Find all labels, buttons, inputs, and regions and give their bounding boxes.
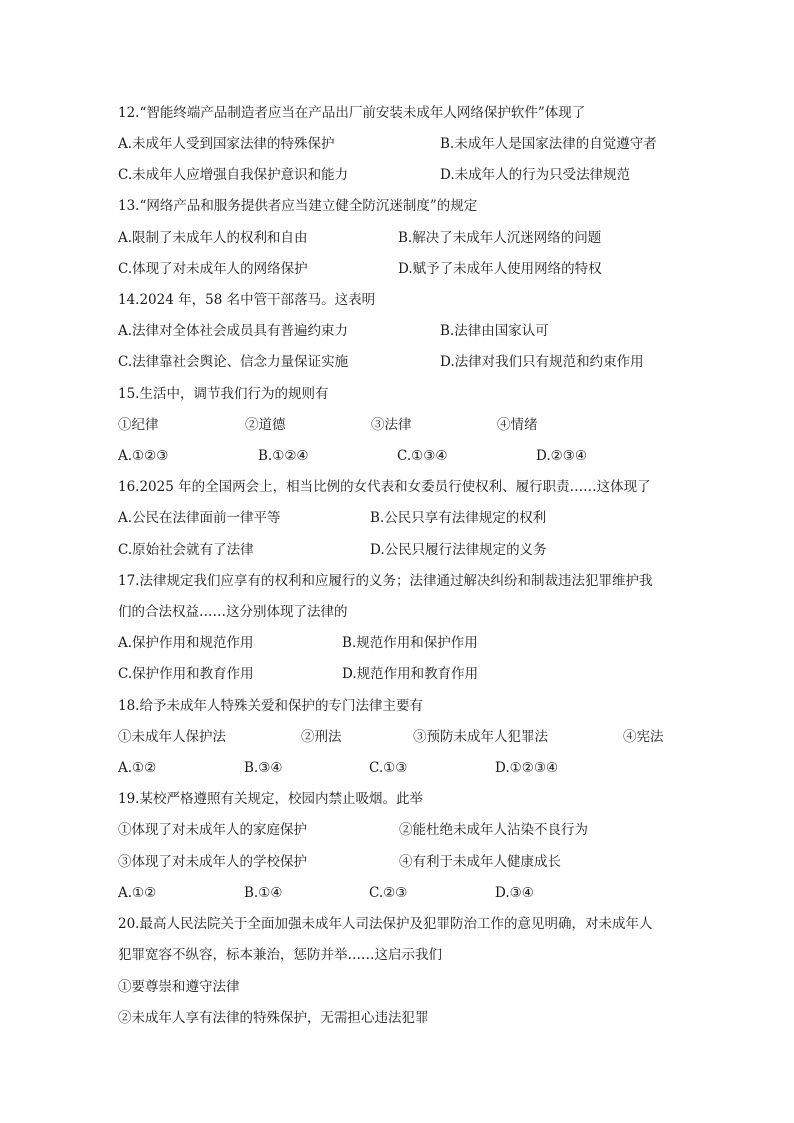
question-15-option-d: D.②③④ [536,448,587,464]
question-17-stem-line-1: 17.法律规定我们应享有的权利和应履行的义务；法律通过解决纠纷和制裁违法犯罪维护我 [118,573,653,589]
question-13-option-b: B.解决了未成年人沉迷网络的问题 [398,230,602,246]
question-16-stem: 16.2025 年的全国两会上，相当比例的女代表和女委员行使权利、履行职责……这体现了 [118,479,651,495]
question-14-option-a: A.法律对全体社会成员具有普遍约束力 [118,323,349,339]
question-17-option-a: A.保护作用和规范作用 [118,635,254,651]
question-14-option-c: C.法律靠社会舆论、信念力量保证实施 [118,354,349,370]
question-17-option-d: D.规范作用和教育作用 [342,666,479,682]
question-19-stem: 19.某校严格遵照有关规定，校园内禁止吸烟。此举 [118,791,423,807]
question-19-item-3: ③体现了对未成年人的学校保护 [118,854,307,870]
question-18-stem: 18.给予未成年人特殊关爱和保护的专门法律主要有 [118,698,423,714]
question-18-item-1: ①未成年人保护法 [118,729,226,745]
question-18-option-c: C.①③ [369,760,408,776]
question-19-item-2: ②能杜绝未成年人沾染不良行为 [399,822,588,838]
question-13-stem: 13.“网络产品和服务提供者应当建立健全防沉迷制度”的规定 [118,198,478,214]
question-19-option-c: C.②③ [369,885,408,901]
question-12-option-d: D.未成年人的行为只受法律规范 [440,167,631,183]
question-17-stem-line-2: 们的合法权益……这分别体现了法律的 [118,604,348,620]
question-15-item-2: ②道德 [245,417,286,433]
question-19-option-b: B.①④ [244,885,283,901]
question-19-option-d: D.③④ [495,885,534,901]
question-18-item-2: ②刑法 [301,729,342,745]
question-13-option-c: C.体现了对未成年人的网络保护 [118,261,308,277]
question-19-item-4: ④有利于未成年人健康成长 [399,854,561,870]
question-15-option-a: A.①②③ [118,448,169,464]
question-12-option-a: A.未成年人受到国家法律的特殊保护 [118,136,335,152]
question-12-stem: 12.“智能终端产品制造者应当在产品出厂前安装未成年人网络保护软件”体现了 [118,105,586,121]
question-17-option-b: B.规范作用和保护作用 [342,635,478,651]
question-15-option-c: C.①③④ [397,448,448,464]
question-16-option-d: D.公民只履行法律规定的义务 [370,542,547,558]
question-15-item-4: ④情绪 [497,417,538,433]
question-12-option-c: C.未成年人应增强自我保护意识和能力 [118,167,349,183]
question-13-option-a: A.限制了未成年人的权利和自由 [118,230,308,246]
question-18-item-4: ④宪法 [623,729,664,745]
question-14-option-d: D.法律对我们只有规范和约束作用 [440,354,644,370]
question-15-option-b: B.①②④ [258,448,309,464]
question-20-stem-line-1: 20.最高人民法院关于全面加强未成年人司法保护及犯罪防治工作的意见明确，对未成年人 [118,916,653,932]
question-18-option-d: D.①②③④ [495,760,559,776]
question-17-option-c: C.保护作用和教育作用 [118,666,254,682]
question-20-item-2: ②未成年人享有法律的特殊保护，无需担心违法犯罪 [118,1010,429,1026]
question-16-option-c: C.原始社会就有了法律 [118,542,254,558]
question-20-item-1: ①要尊崇和遵守法律 [118,979,240,995]
question-16-option-a: A.公民在法律面前一律平等 [118,510,281,526]
question-13-option-d: D.赋予了未成年人使用网络的特权 [398,261,602,277]
question-18-option-a: A.①② [118,760,157,776]
question-18-item-3: ③预防未成年人犯罪法 [413,729,548,745]
question-19-option-a: A.①② [118,885,157,901]
question-15-item-1: ①纪律 [118,417,159,433]
question-18-option-b: B.③④ [244,760,283,776]
question-15-item-3: ③法律 [371,417,412,433]
question-14-option-b: B.法律由国家认可 [440,323,549,339]
question-14-stem: 14.2024 年，58 名中管干部落马。这表明 [118,292,376,308]
question-20-stem-line-2: 犯罪宽容不纵容，标本兼治，惩防并举……这启示我们 [118,947,442,963]
question-12-option-b: B.未成年人是国家法律的自觉遵守者 [440,136,657,152]
question-15-stem: 15.生活中，调节我们行为的规则有 [118,386,329,402]
question-16-option-b: B.公民只享有法律规定的权利 [370,510,547,526]
question-19-item-1: ①体现了对未成年人的家庭保护 [118,822,307,838]
